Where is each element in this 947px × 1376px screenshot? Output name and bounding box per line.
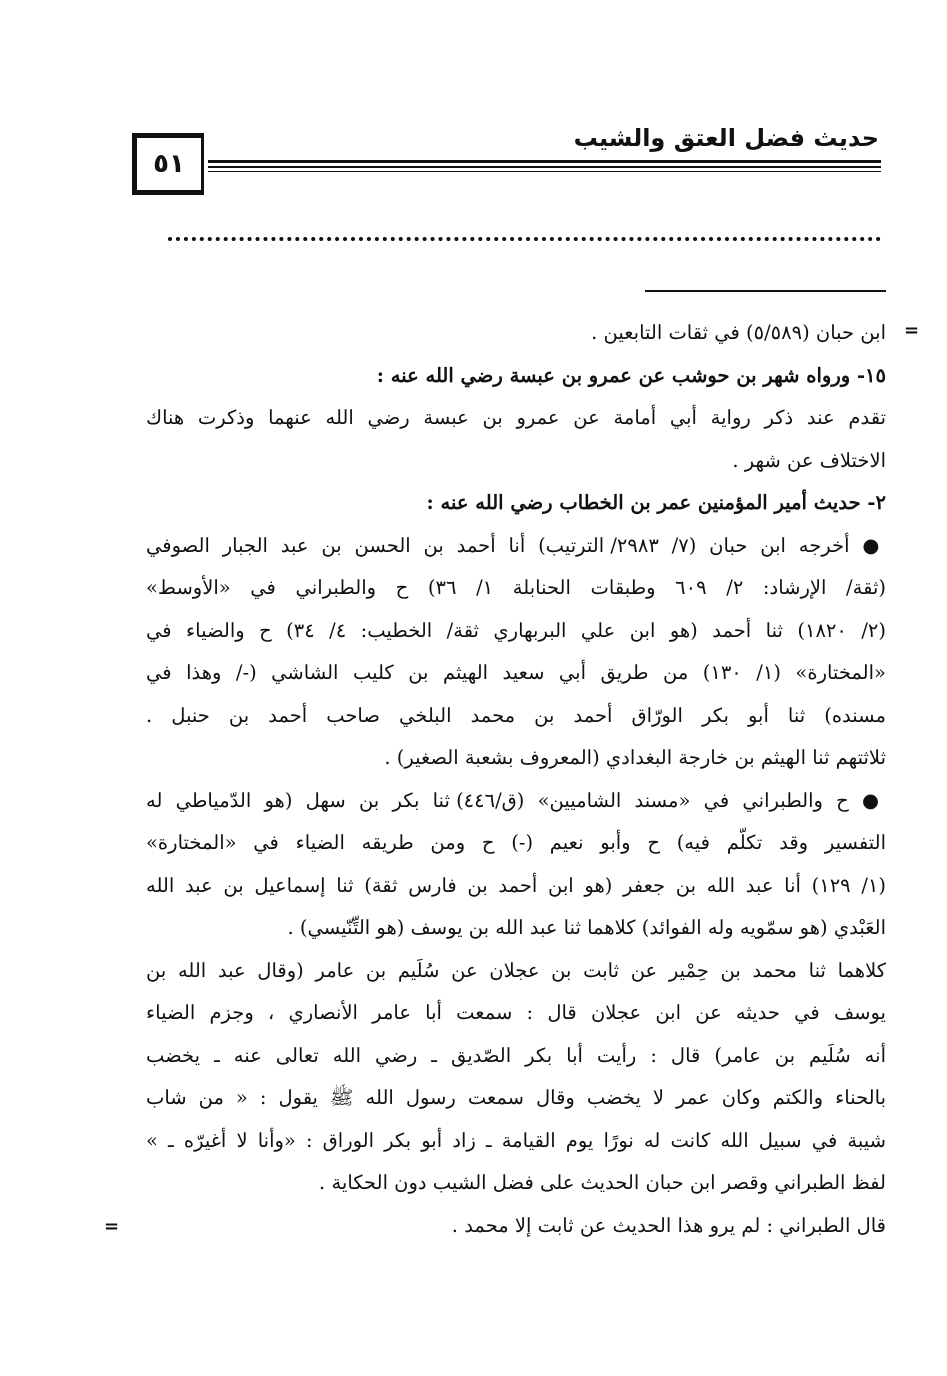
body-text (146, 312, 886, 1247)
margin-mark-bottom: = (104, 1216, 120, 1237)
section-heading: ١٥- ورواه شهر بن حوشب عن عمرو بن عبسة رضي الله عنه : (376, 363, 886, 387)
margin-mark-top: = (904, 320, 920, 341)
text-line: يوسف في حديثه عن ابن عجلان قال : سمعت أبا عامر الأنصاري ، وجزم الضياء (146, 1001, 886, 1024)
text-line: التفسير وقد تكلّم فيه) ح وأبو نعيم (-) ح ومن طريقه الضياء في «المختارة» (146, 831, 886, 854)
text-line: مسنده) ثنا أبو بكر الورّاق أحمد بن محمد البلخي صاحب أحمد بن حنبل . (146, 703, 886, 727)
footnote-rule (645, 290, 886, 292)
text-line: لفظ الطبراني وقصر ابن حبان الحديث على فضل الشيب دون الحكاية . (319, 1171, 886, 1194)
text-line (146, 780, 886, 823)
section-heading: ٢- حديث أمير المؤمنين عمر بن الخطاب رضي الله عنه : (426, 491, 886, 514)
text-line: (١/ ١٢٩) أنا عبد الله بن جعفر (هو ابن أحمد بن فارس ثقة) ثنا إسماعيل بن عبد الله (146, 873, 886, 897)
text-line: (ثقة/ الإرشاد: ٢/ ٦٠٩ وطبقات الحنابلة ١/ ٣٦) ح والطبراني في «الأوسط» (146, 576, 886, 599)
text-line: (٢/ ١٨٢٠) ثنا أحمد (هو ابن علي البربهاري ثقة/ الخطيب: ٤/ ٣٤) ح والضياء في (146, 618, 886, 642)
page-number: ٥١ (153, 149, 185, 179)
text-line: بالحناء والكتم وكان عمر لا يخضب وقال سمعت رسول الله ﷺ يقول : « من شاب (146, 1086, 886, 1109)
text-line: كلاهما ثنا محمد بن حِمْير عن ثابت بن عجلان عن سُلَيم بن عامر (وقال عبد الله بن (146, 958, 886, 982)
header-rule (208, 160, 881, 163)
text-line: أنه سُلَيم بن عامر) قال : رأيت أبا بكر الصّديق ـ رضي الله تعالى عنه ـ يخضب (146, 1043, 886, 1067)
text-line: ثلاثتهم ثنا الهيثم بن خارجة البغدادي (المعروف بشعبة الصغير) . (384, 746, 886, 769)
text-line: تقدم عند ذكر رواية أبي أمامة عن عمرو بن عبسة رضي الله عنهما وذكرت هناك (146, 406, 886, 429)
text-line: «المختارة» (١/ ١٣٠) من طريق أبي سعيد الهيثم بن كليب الشاشي (-/ وهذا في (146, 661, 886, 684)
text-line: شيبة في سبيل الله كانت له نورًا يوم القيامة ـ زاد أبو بكر الوراق : «وأنا لا أغيرّه ـ » (146, 1128, 886, 1152)
text-line (146, 525, 886, 568)
bullet-icon: ● (861, 788, 886, 812)
header-rule (208, 166, 881, 168)
text-line-content: ح والطبراني في «مسند الشاميين» (ق/٤٤٦) ثنا بكر بن سهل (هو الدّمياطي له (146, 788, 849, 812)
running-title: حديث فضل العتق والشيب (573, 124, 879, 152)
text-line: ابن حبان (٥/٥٨٩) في ثقات التابعين . (591, 321, 886, 344)
page-number-box (132, 133, 204, 195)
text-line: الاختلاف عن شهر . (732, 448, 886, 472)
bullet-icon: ● (862, 533, 886, 557)
text-line-content: أخرجه ابن حبان (٧/ ٢٩٨٣/ الترتيب) أنا أحمد بن الحسن بن عبد الجبار الصوفي (146, 533, 850, 557)
dotted-separator (168, 237, 881, 241)
text-line: قال الطبراني : لم يرو هذا الحديث عن ثابت إلا محمد . (451, 1213, 886, 1237)
text-line: العَبْدي (هو سمّويه وله الفوائد) كلاهما ثنا عبد الله بن يوسف (هو التِّنّيسي) . (287, 916, 886, 939)
header-rule (208, 171, 881, 172)
